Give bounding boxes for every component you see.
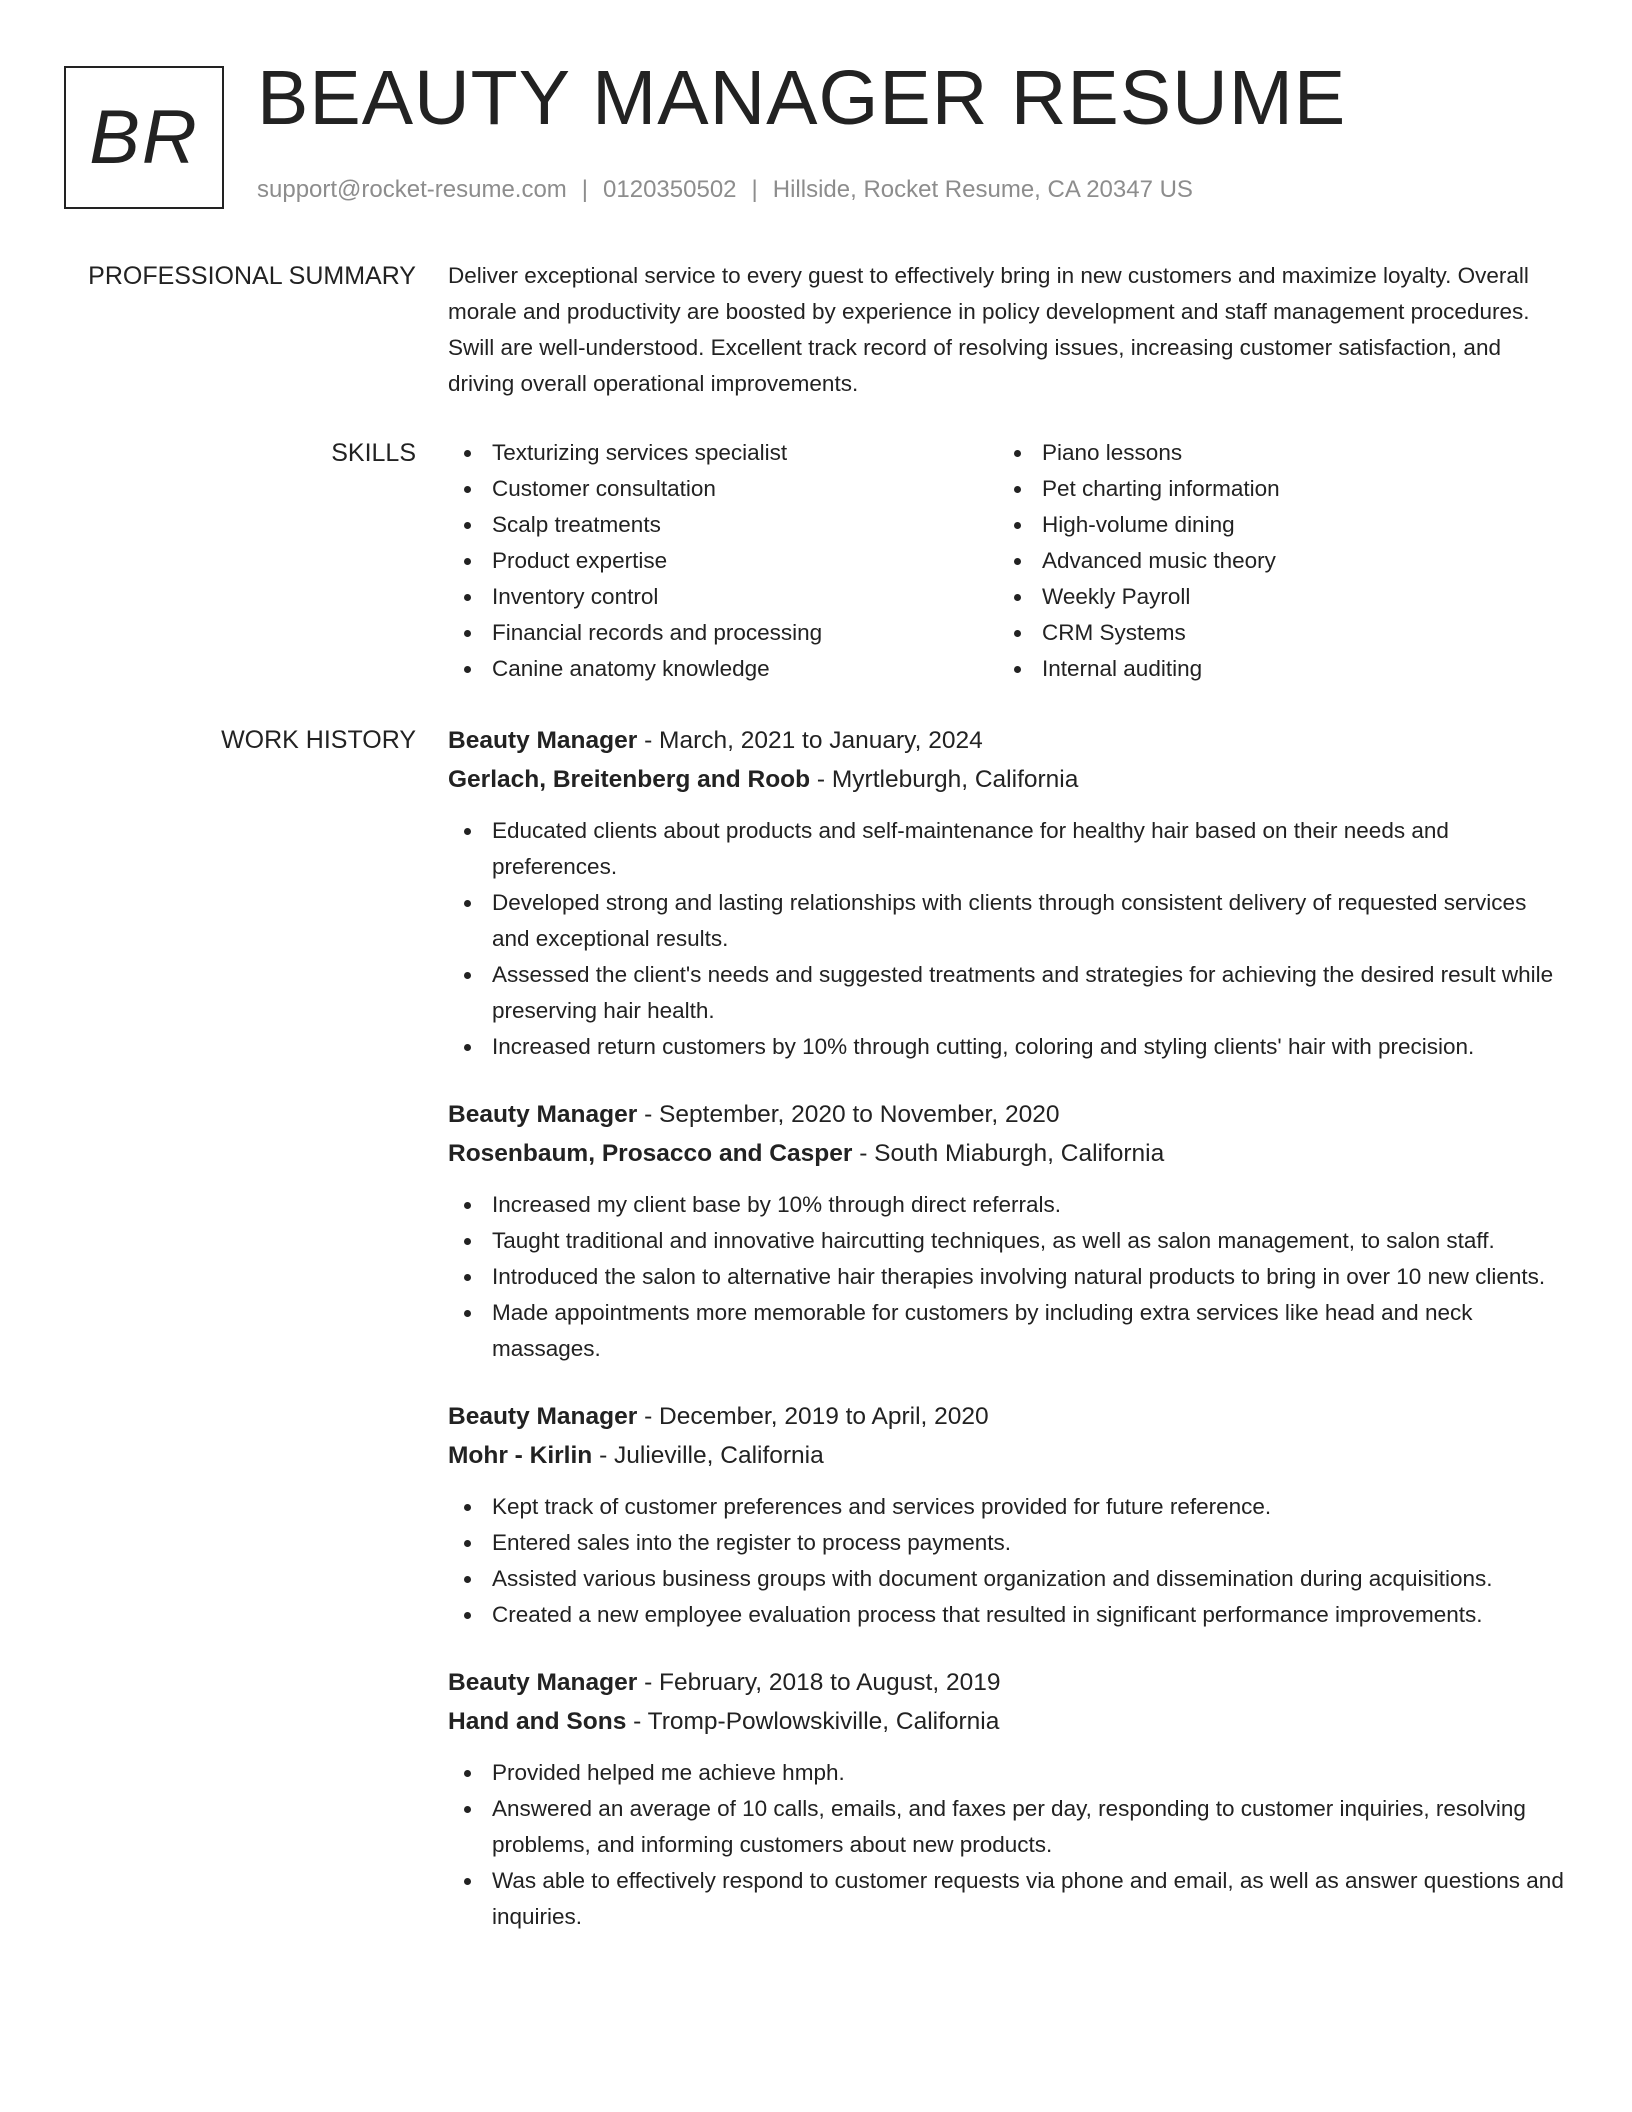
skill-item: Advanced music theory xyxy=(998,543,1548,579)
skill-item: Financial records and processing xyxy=(448,615,998,651)
job-bullet: Assisted various business groups with document organization and dissemination during acquisitions. xyxy=(448,1561,1568,1597)
skill-item: Inventory control xyxy=(448,579,998,615)
job-entry xyxy=(448,1663,1568,1935)
job-company: Mohr - Kirlin xyxy=(448,1442,593,1469)
skill-item: High-volume dining xyxy=(998,507,1548,543)
job-location: - Julieville, California xyxy=(592,1442,824,1469)
job-title: Beauty Manager xyxy=(448,1101,638,1128)
resume-title: BEAUTY MANAGER RESUME xyxy=(257,55,1347,141)
skills-list-left xyxy=(448,435,998,687)
monogram-box xyxy=(64,66,224,209)
job-bullets xyxy=(448,813,1568,1065)
job-bullet: Taught traditional and innovative haircutting techniques, as well as salon management, to salon staff. xyxy=(448,1223,1568,1259)
job-title: Beauty Manager xyxy=(448,1403,638,1430)
job-entry xyxy=(448,1095,1568,1367)
job-dates: - February, 2018 to August, 2019 xyxy=(637,1669,1001,1696)
job-entry xyxy=(448,1397,1568,1633)
job-bullet: Introduced the salon to alternative hair therapies involving natural products to bring in over 10 new clients. xyxy=(448,1259,1568,1295)
job-list xyxy=(448,721,1568,1965)
contact-separator: | xyxy=(581,176,589,203)
job-bullet: Increased my client base by 10% through direct referrals. xyxy=(448,1187,1568,1223)
job-title: Beauty Manager xyxy=(448,1669,638,1696)
job-company-line xyxy=(448,1702,1568,1741)
job-bullet: Provided helped me achieve hmph. xyxy=(448,1755,1568,1791)
job-location: - Myrtleburgh, California xyxy=(810,766,1079,793)
skill-item: CRM Systems xyxy=(998,615,1548,651)
skill-item: Customer consultation xyxy=(448,471,998,507)
skills-list-right xyxy=(998,435,1548,687)
job-dates: - September, 2020 to November, 2020 xyxy=(637,1101,1060,1128)
contact-line xyxy=(257,176,1193,204)
summary-heading: PROFESSIONAL SUMMARY xyxy=(88,262,416,290)
skill-item: Pet charting information xyxy=(998,471,1548,507)
job-bullet: Educated clients about products and self-maintenance for healthy hair based on their needs and preferences. xyxy=(448,813,1568,885)
job-bullet: Kept track of customer preferences and services provided for future reference. xyxy=(448,1489,1568,1525)
job-company: Hand and Sons xyxy=(448,1708,627,1735)
skill-item: Piano lessons xyxy=(998,435,1548,471)
job-company-line xyxy=(448,760,1568,799)
job-bullet: Answered an average of 10 calls, emails, and faxes per day, responding to customer inquiries, resolving problems, and informing customers about new products. xyxy=(448,1791,1568,1863)
contact-phone: 0120350502 xyxy=(603,176,737,203)
job-bullets xyxy=(448,1755,1568,1935)
skill-item: Scalp treatments xyxy=(448,507,998,543)
job-bullet: Created a new employee evaluation process that resulted in significant performance improvements. xyxy=(448,1597,1568,1633)
job-bullets xyxy=(448,1489,1568,1633)
contact-address: Hillside, Rocket Resume, CA 20347 US xyxy=(772,176,1193,203)
summary-text: Deliver exceptional service to every guest to effectively bring in new customers and maximize loyalty. Overall morale and productivity are boosted by experience in policy development and staff management procedures. Swill are well-understood. Excellent track record of resolving issues, increasing customer satisfaction, and driving overall operational improvements. xyxy=(448,263,1530,396)
skills-columns xyxy=(448,435,1568,687)
skill-item: Canine anatomy knowledge xyxy=(448,651,998,687)
job-bullet: Made appointments more memorable for customers by including extra services like head and neck massages. xyxy=(448,1295,1568,1367)
contact-separator: | xyxy=(751,176,758,203)
skills-heading: SKILLS xyxy=(331,439,416,467)
job-company: Rosenbaum, Prosacco and Casper xyxy=(448,1140,853,1167)
job-title: Beauty Manager xyxy=(448,727,638,754)
job-bullet: Assessed the client's needs and suggested treatments and strategies for achieving the desired result while preserving hair health. xyxy=(448,957,1568,1029)
job-title-line xyxy=(448,1397,1568,1436)
job-entry xyxy=(448,721,1568,1065)
job-bullet: Was able to effectively respond to customer requests via phone and email, as well as answer questions and inquiries. xyxy=(448,1863,1568,1935)
job-company-line xyxy=(448,1436,1568,1475)
work-history-heading: WORK HISTORY xyxy=(221,726,416,754)
job-location: - Tromp-Powlowskiville, California xyxy=(626,1708,1000,1735)
job-company: Gerlach, Breitenberg and Roob xyxy=(448,766,811,793)
job-bullets xyxy=(448,1187,1568,1367)
skill-item: Product expertise xyxy=(448,543,998,579)
job-bullet: Developed strong and lasting relationships with clients through consistent delivery of requested services and exceptional results. xyxy=(448,885,1568,957)
job-company-line xyxy=(448,1134,1568,1173)
job-location: - South Miaburgh, California xyxy=(852,1140,1165,1167)
job-title-line xyxy=(448,1095,1568,1134)
monogram-initials: BR xyxy=(89,95,199,180)
job-title-line xyxy=(448,721,1568,760)
skill-item: Texturizing services specialist xyxy=(448,435,998,471)
job-bullet: Increased return customers by 10% through cutting, coloring and styling clients' hair with precision. xyxy=(448,1029,1568,1065)
job-dates: - December, 2019 to April, 2020 xyxy=(637,1403,989,1430)
job-title-line xyxy=(448,1663,1568,1702)
job-bullet: Entered sales into the register to process payments. xyxy=(448,1525,1568,1561)
skill-item: Internal auditing xyxy=(998,651,1548,687)
contact-email: support@rocket-resume.com xyxy=(257,176,567,203)
job-dates: - March, 2021 to January, 2024 xyxy=(637,727,983,754)
skill-item: Weekly Payroll xyxy=(998,579,1548,615)
